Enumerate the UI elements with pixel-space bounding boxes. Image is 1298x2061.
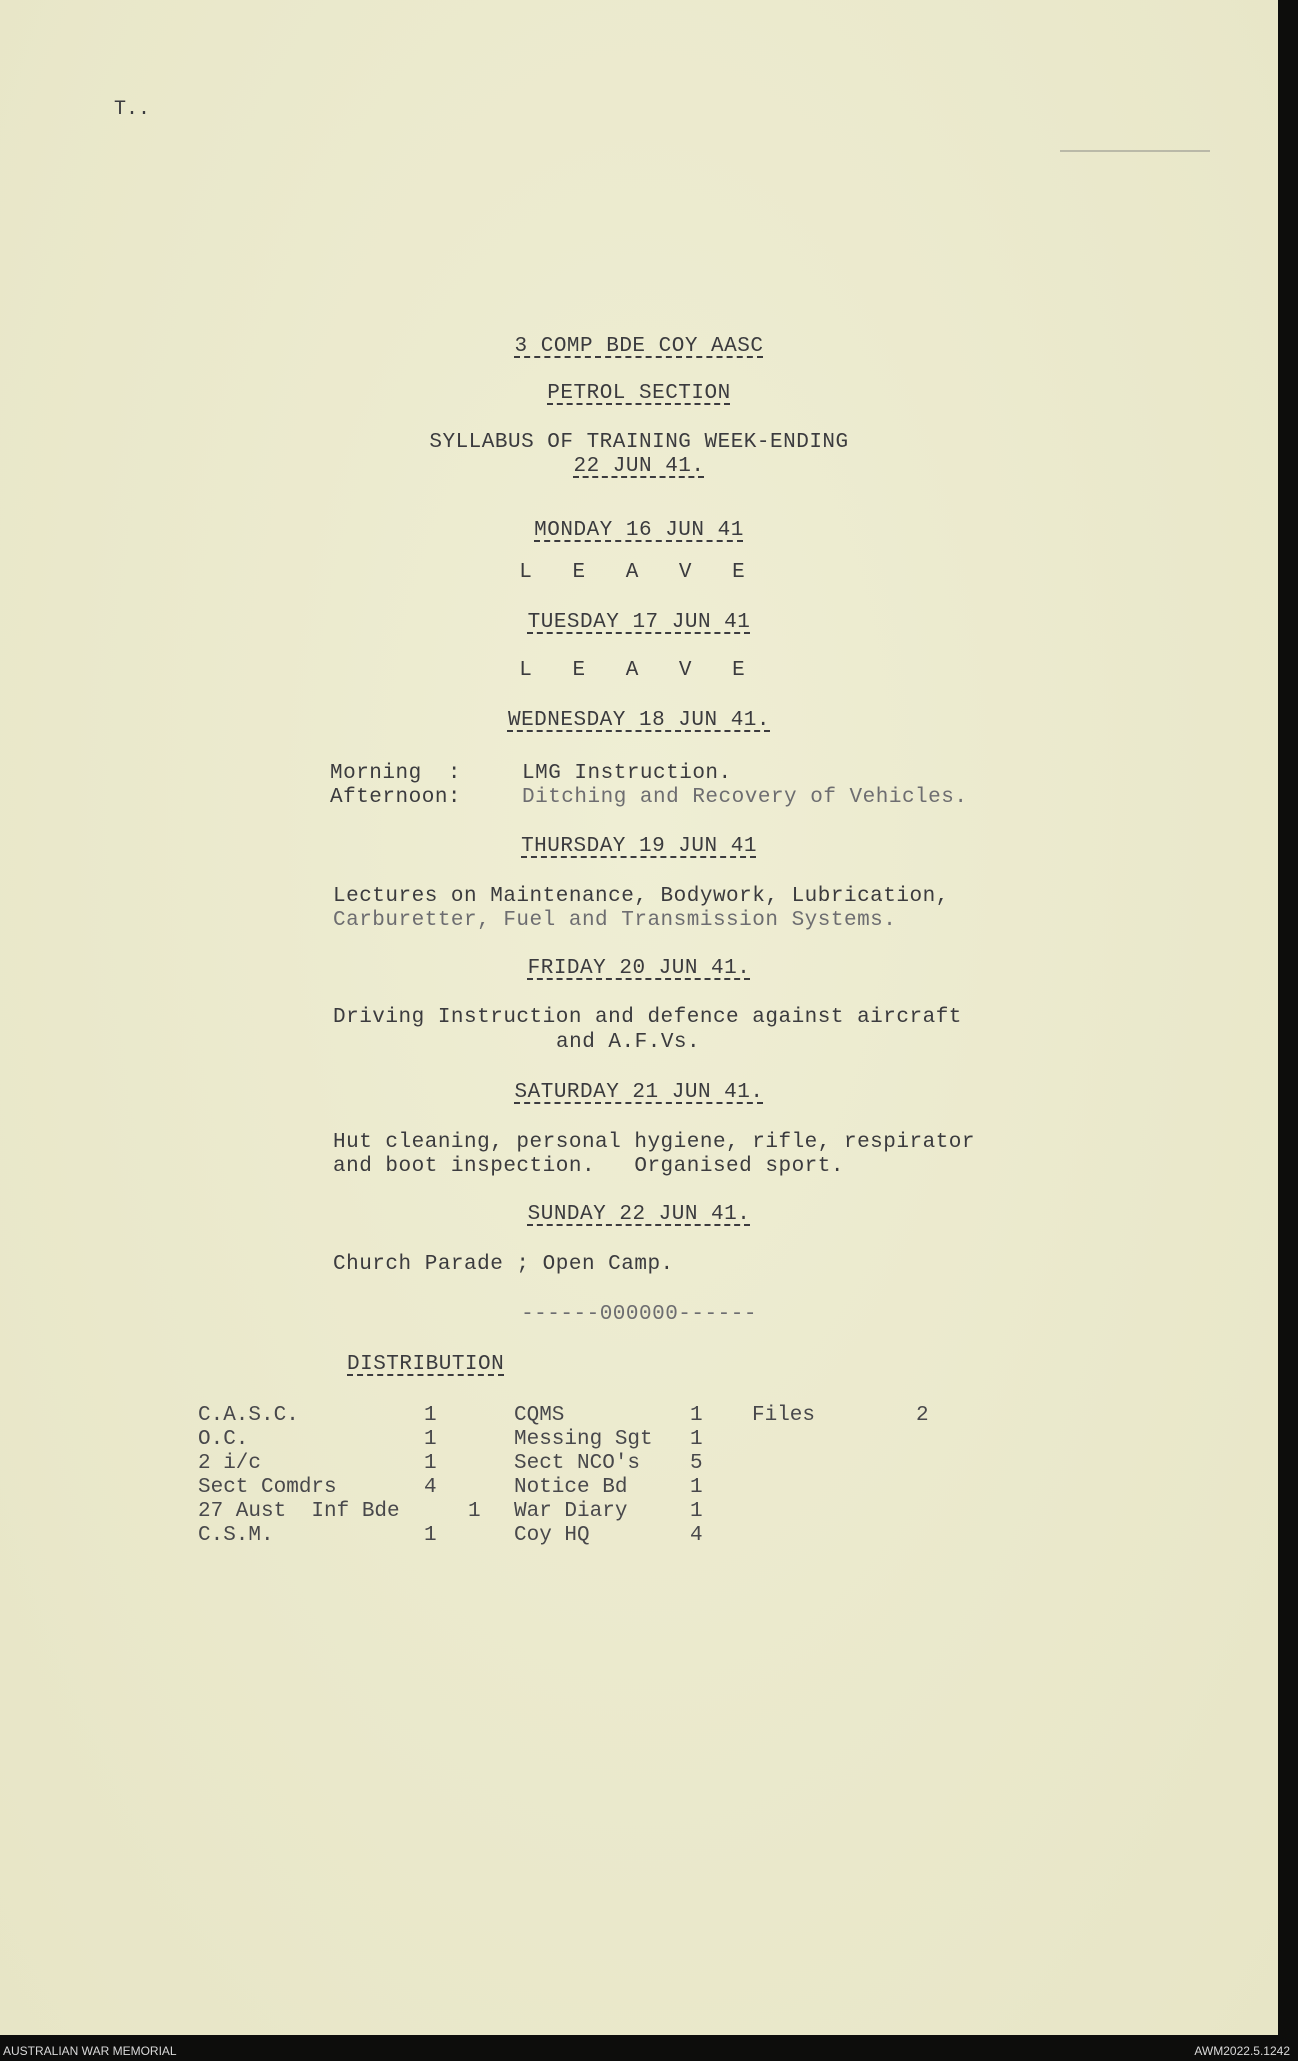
wednesday-morning-label: Morning : <box>330 762 462 785</box>
sunday-heading: SUNDAY 22 JUN 41. <box>527 1203 751 1226</box>
thursday-heading: THURSDAY 19 JUN 41 <box>521 835 757 858</box>
syllabus-title: SYLLABUS OF TRAINING WEEK-ENDING <box>429 431 849 454</box>
dist-name: Sect NCO's <box>514 1452 641 1475</box>
dist-qty: 1 <box>690 1404 703 1427</box>
dist-name: 27 Aust Inf Bde <box>198 1500 400 1523</box>
dist-name: 2 i/c <box>198 1452 262 1475</box>
saturday-heading: SATURDAY 21 JUN 41. <box>514 1081 764 1104</box>
dist-name: C.S.M. <box>198 1524 274 1547</box>
dist-qty: 1 <box>468 1500 481 1523</box>
unit-title: 3 COMP BDE COY AASC <box>514 335 764 358</box>
sunday-line1: Church Parade ; Open Camp. <box>333 1253 674 1276</box>
dist-qty: 1 <box>690 1428 703 1451</box>
dist-qty: 1 <box>690 1500 703 1523</box>
top-left-mark: T.. <box>114 98 151 121</box>
wednesday-afternoon-text: Ditching and Recovery of Vehicles. <box>522 786 968 809</box>
dist-name: Coy HQ <box>514 1524 590 1547</box>
monday-body: L E A V E <box>519 561 759 584</box>
dist-name: C.A.S.C. <box>198 1404 299 1427</box>
friday-line1: Driving Instruction and defence against aircraft <box>333 1006 962 1029</box>
monday-heading: MONDAY 16 JUN 41 <box>534 519 744 542</box>
saturday-line2: and boot inspection. Organised sport. <box>333 1155 844 1178</box>
dist-name: O.C. <box>198 1428 249 1451</box>
wednesday-afternoon-label: Afternoon: <box>330 786 462 809</box>
dist-name: War Diary <box>514 1500 628 1523</box>
dist-qty: 4 <box>690 1524 703 1547</box>
syllabus-date: 22 JUN 41. <box>573 455 705 478</box>
dist-qty: 1 <box>690 1476 703 1499</box>
dist-qty: 2 <box>916 1404 929 1427</box>
separator: ------000000------ <box>521 1303 757 1326</box>
dist-qty: 1 <box>424 1428 437 1451</box>
dist-name: Files <box>752 1404 816 1427</box>
dist-qty: 1 <box>424 1404 437 1427</box>
wednesday-heading: WEDNESDAY 18 JUN 41. <box>507 709 771 732</box>
top-right-smudge <box>1060 150 1210 152</box>
distribution-heading: DISTRIBUTION <box>347 1353 505 1376</box>
section-title: PETROL SECTION <box>547 382 731 405</box>
thursday-line2: Carburetter, Fuel and Transmission Systems. <box>333 909 897 932</box>
thursday-line1: Lectures on Maintenance, Bodywork, Lubrication, <box>333 885 949 908</box>
dist-name: CQMS <box>514 1404 565 1427</box>
dist-name: Messing Sgt <box>514 1428 653 1451</box>
friday-heading: FRIDAY 20 JUN 41. <box>527 957 751 980</box>
tuesday-body: L E A V E <box>519 659 759 682</box>
friday-line2: and A.F.Vs. <box>556 1031 701 1054</box>
dist-qty: 1 <box>424 1524 437 1547</box>
tuesday-heading: TUESDAY 17 JUN 41 <box>527 611 751 634</box>
wednesday-morning-text: LMG Instruction. <box>522 762 732 785</box>
dist-name: Sect Comdrs <box>198 1476 337 1499</box>
footer-archive-id: AWM2022.5.1242 <box>1194 2044 1290 2058</box>
dist-qty: 5 <box>690 1452 703 1475</box>
dist-name: Notice Bd <box>514 1476 628 1499</box>
footer-archive-name: AUSTRALIAN WAR MEMORIAL <box>3 2044 177 2058</box>
saturday-line1: Hut cleaning, personal hygiene, rifle, respirator <box>333 1131 976 1154</box>
dist-qty: 1 <box>424 1452 437 1475</box>
dist-qty: 4 <box>424 1476 437 1499</box>
